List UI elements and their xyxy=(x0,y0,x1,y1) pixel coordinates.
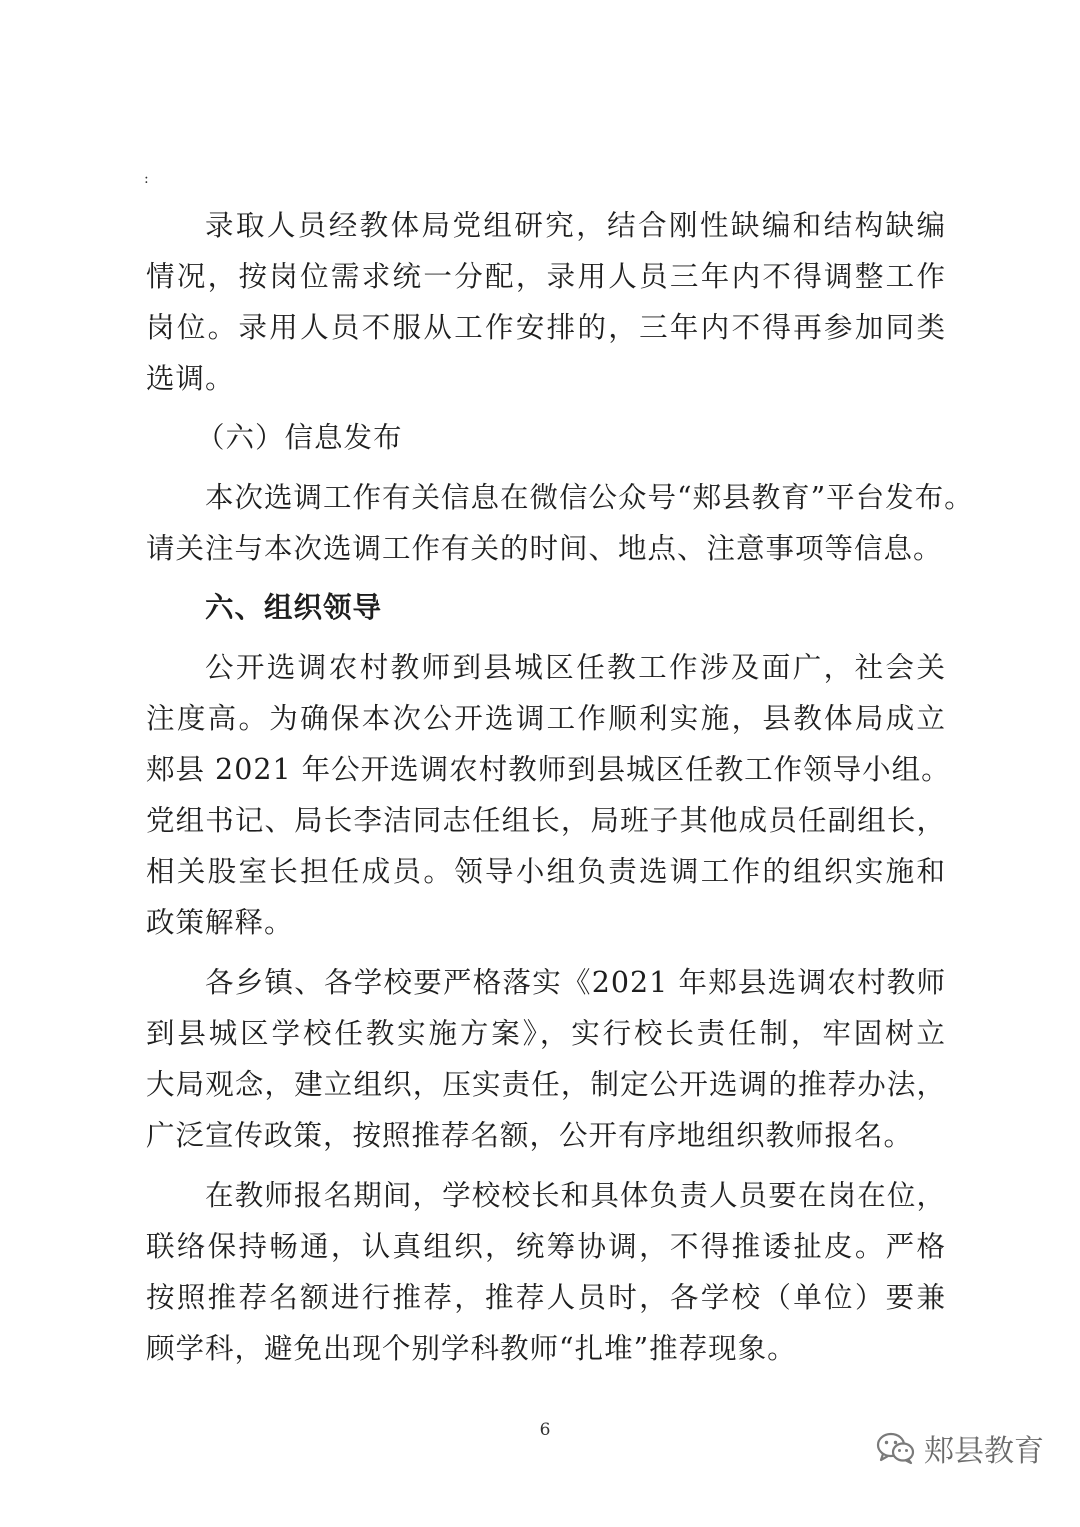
subsection-heading: （六）信息发布 xyxy=(196,421,403,454)
section-heading: 六、组织领导 xyxy=(205,591,383,624)
paragraph-3-line: 相关股室长担任成员。领导小组负责选调工作的组织实施和 xyxy=(146,855,946,888)
watermark xyxy=(876,1426,1044,1470)
paragraph-1-line: 录取人员经教体局党组研究，结合刚性缺编和结构缺编 xyxy=(205,209,946,242)
paragraph-4-line: 各乡镇、各学校要严格落实《2021 年郏县选调农村教师 xyxy=(205,966,946,999)
paragraph-3-line: 注度高。为确保本次公开选调工作顺利实施，县教体局成立 xyxy=(146,702,946,735)
watermark-text: 郏县教育 xyxy=(924,1434,1044,1469)
paragraph-1-line: 选调。 xyxy=(146,362,235,395)
paragraph-2-line: 本次选调工作有关信息在微信公众号“郏县教育”平台发布。 xyxy=(205,481,974,514)
paragraph-5-line: 顾学科，避免出现个别学科教师“扎堆”推荐现象。 xyxy=(146,1332,797,1365)
paragraph-4-line: 大局观念，建立组织，压实责任，制定公开选调的推荐办法， xyxy=(146,1068,946,1101)
paragraph-5-line: 联络保持畅通，认真组织，统筹协调，不得推诿扯皮。严格 xyxy=(146,1230,946,1263)
page-number: 6 xyxy=(539,1420,551,1440)
paragraph-3-line: 公开选调农村教师到县城区任教工作涉及面广，社会关 xyxy=(205,651,946,684)
paragraph-2-line: 请关注与本次选调工作有关的时间、地点、注意事项等信息。 xyxy=(146,532,943,565)
wechat-icon xyxy=(876,1431,916,1465)
paragraph-3-line: 党组书记、局长李洁同志任组长，局班子其他成员任副组长， xyxy=(146,804,946,837)
paragraph-4-line: 广泛宣传政策，按照推荐名额，公开有序地组织教师报名。 xyxy=(146,1119,914,1152)
paragraph-1-line: 情况，按岗位需求统一分配，录用人员三年内不得调整工作 xyxy=(146,260,946,293)
paragraph-3-line: 郏县 2021 年公开选调农村教师到县城区任教工作领导小组。 xyxy=(146,753,951,786)
paragraph-4-line: 到县城区学校任教实施方案》，实行校长责任制，牢固树立 xyxy=(146,1017,946,1050)
paragraph-1-line: 岗位。录用人员不服从工作安排的，三年内不得再参加同类 xyxy=(146,311,946,344)
paragraph-3-line: 政策解释。 xyxy=(146,906,294,939)
corner-mark: : xyxy=(144,171,149,187)
paragraph-5-line: 在教师报名期间，学校校长和具体负责人员要在岗在位， xyxy=(205,1179,946,1212)
paragraph-5-line: 按照推荐名额进行推荐，推荐人员时，各学校（单位）要兼 xyxy=(146,1281,946,1314)
